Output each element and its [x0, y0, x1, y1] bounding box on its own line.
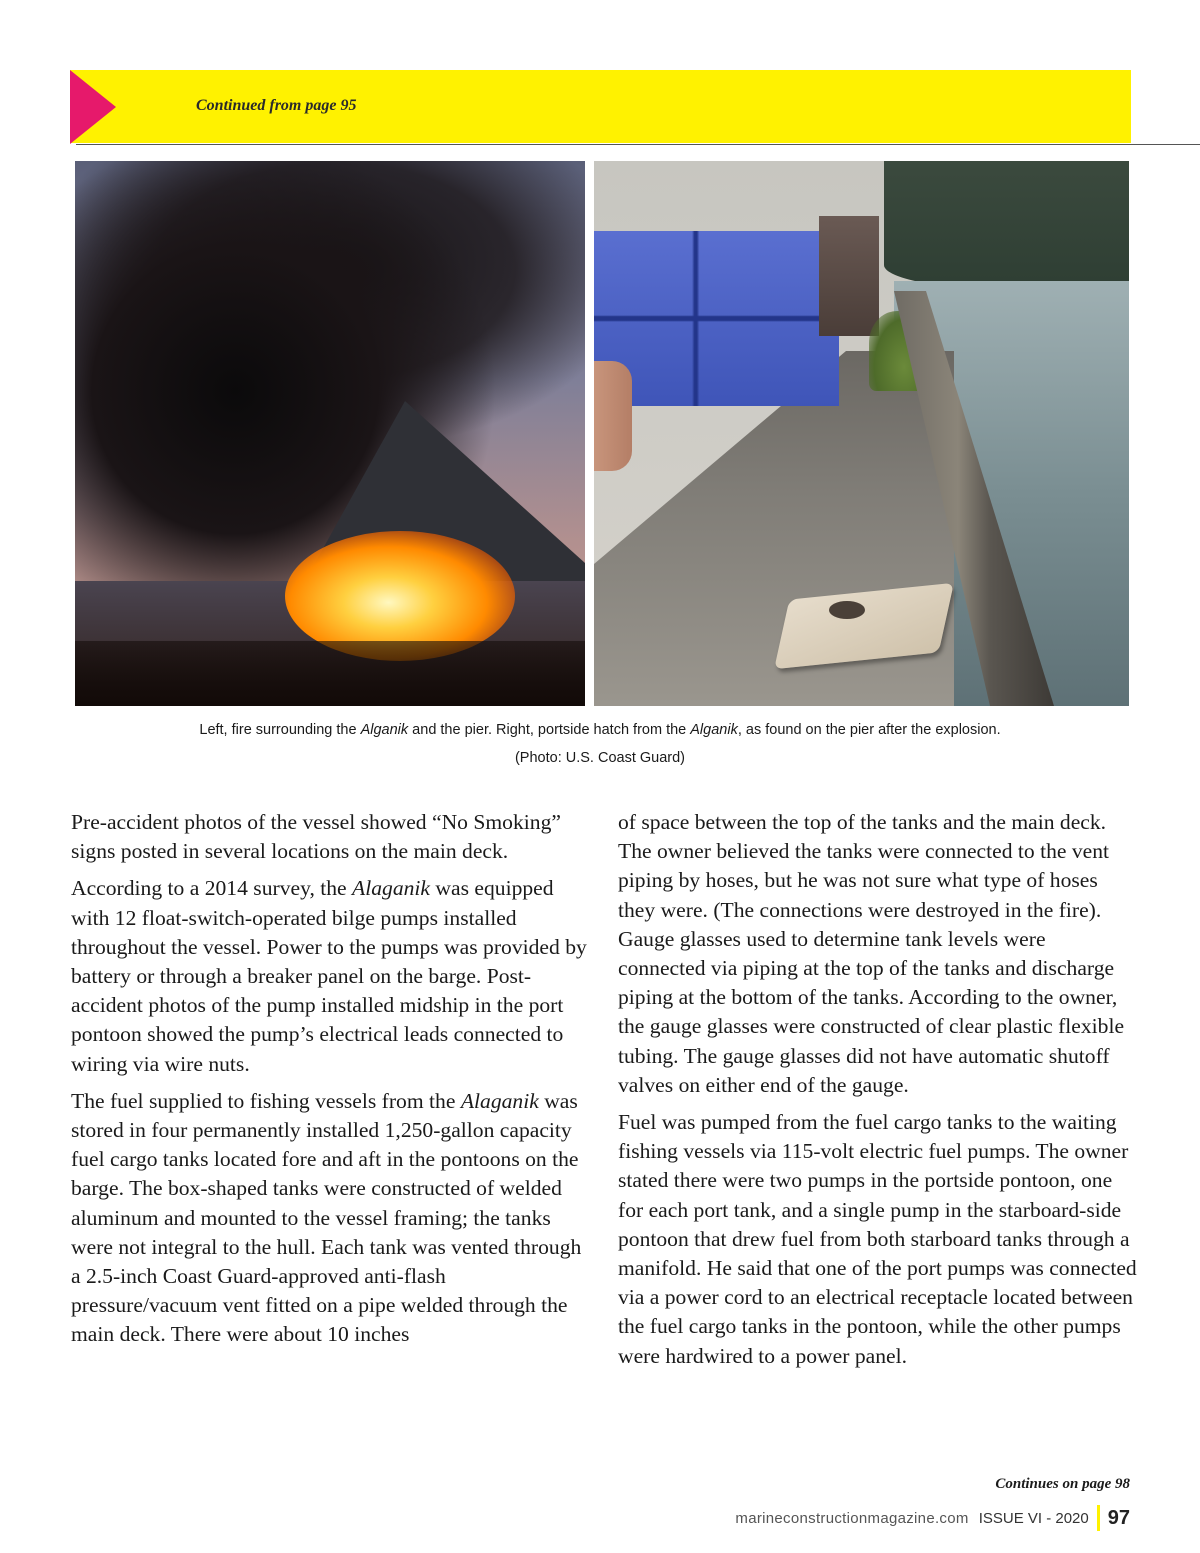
caption-text: and the pier. Right, portside hatch from the	[408, 722, 691, 738]
vessel-name: Alaganik	[460, 1088, 539, 1113]
banner-arrow-icon	[70, 70, 116, 144]
paragraph: of space between the top of the tanks and the main deck. The owner believed the tanks were connected to the vent piping by hoses, but he was not sure what type of hoses they were. (The connections were destroyed in the fire). Gauge glasses used to determine tank levels were connected via piping at the top of the tanks and discharge piping at the bottom of the tanks. According to the owner, the gauge glasses were constructed of clear plastic flexible tubing. The gauge glasses did not have automatic shutoff valves on either end of the gauge.	[618, 810, 1125, 1097]
header-rule	[76, 144, 1200, 145]
paragraph-text: The fuel supplied to fishing vessels from the	[71, 1088, 461, 1113]
caption-vessel-name: Alganik	[360, 722, 409, 738]
paragraph: Pre-accident photos of the vessel showed “No Smoking” signs posted in several locations on the main deck.	[71, 810, 561, 864]
paragraph: Fuel was pumped from the fuel cargo tanks to the waiting fishing vessels via 115-volt electric fuel pumps. The owner stated there were two pumps in the portside pontoon, one for each port tank, and a single pump in the starboard-side pontoon that drew fuel from both starboard tanks through a manifold. He said that one of the port pumps was connected via a power cord to an electrical receptacle located between the fuel cargo tanks in the pontoon, while the other pumps were hardwired to a power panel.	[618, 1110, 1137, 1368]
pier-hatch-photo	[594, 161, 1129, 706]
page-footer	[735, 1501, 1130, 1535]
right-column	[618, 808, 1138, 1379]
paragraph	[71, 874, 591, 1078]
caption-text: , as found on the pier after the explosion.	[737, 722, 1001, 738]
caption-text: Left, fire surrounding the	[199, 722, 361, 738]
fire-photo	[75, 161, 585, 706]
hatch-hole-shape	[829, 601, 865, 619]
paragraph-text: was stored in four permanently installed 1,250-gallon capacity fuel cargo tanks located fore and aft in the pontoons on the barge. The box-shaped tanks were constructed of welded aluminum and mounted to the vessel framing; the tanks were not integral to the hull. Each tank was vented through a 2.5-inch Coast Guard-approved anti-flash pressure/vacuum vent fitted on a pipe welded through the main deck. There were about 10 inches	[71, 1088, 582, 1347]
continues-on-label[interactable]: Continues on page 98	[995, 1476, 1130, 1492]
photo-caption	[0, 722, 1200, 738]
caption-vessel-name: Alganik	[690, 722, 738, 738]
photo-credit: (Photo: U.S. Coast Guard)	[514, 750, 686, 766]
left-column	[71, 808, 591, 1358]
dark-container-shape	[819, 216, 879, 336]
hill-shape	[884, 161, 1129, 291]
page-number: 97	[1107, 1506, 1130, 1529]
ground-shape	[75, 641, 585, 706]
footer-site-link[interactable]: marineconstructionmagazine.com	[735, 1509, 969, 1527]
footer-divider	[1097, 1505, 1100, 1531]
paragraph-text: According to a 2014 survey, the	[71, 876, 353, 901]
continued-from-label[interactable]: Continued from page 95	[196, 97, 357, 114]
arm-shape	[594, 361, 632, 471]
paragraph-text: was equipped with 12 float-switch-operated bilge pumps installed throughout the vessel. Power to the pumps was provided by battery or through a breaker panel on the barge. Post-accident photos of the pump installed midship in the port pontoon showed the pump’s electrical leads connected to wiring via wire nuts.	[71, 876, 587, 1076]
footer-issue: ISSUE VI - 2020	[978, 1509, 1089, 1527]
vessel-name: Alaganik	[352, 876, 431, 901]
paragraph	[71, 1087, 591, 1350]
